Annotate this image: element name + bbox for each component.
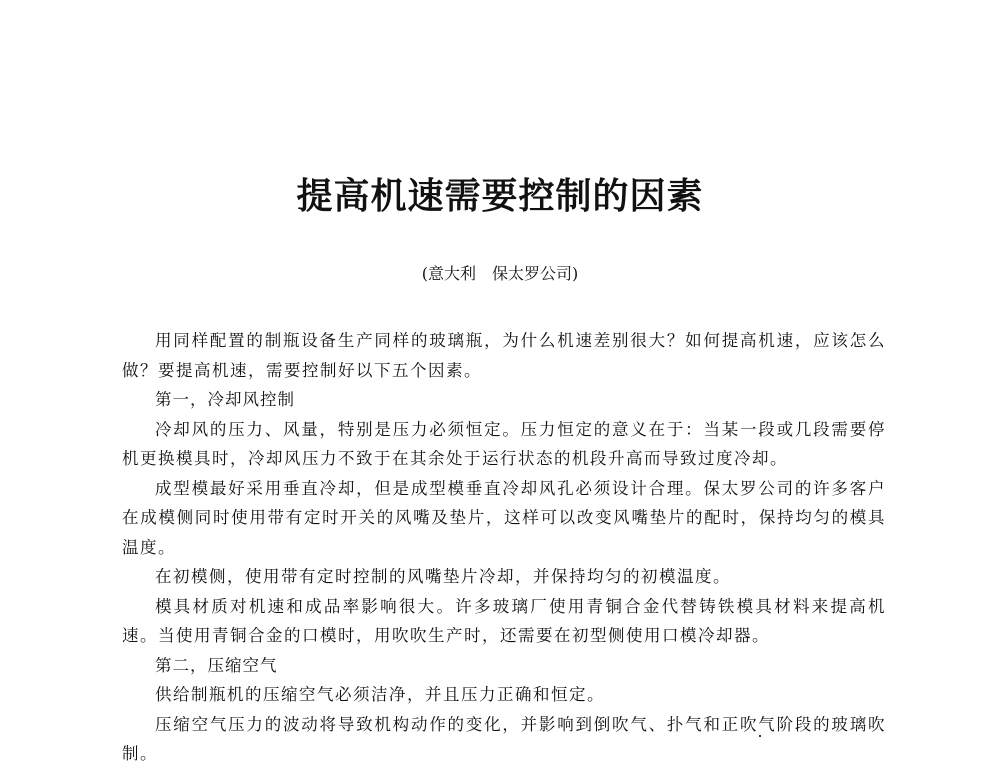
body-paragraph: 在初模侧，使用带有定时控制的风嘴垫片冷却，并保持均匀的初模温度。 [155,567,731,586]
section-heading-compressed-air: 第二，压缩空气 [155,655,278,675]
article-title: 提高机速需要控制的因素 [296,176,704,217]
article-byline: (意大利 保太罗公司) [421,264,579,283]
section-heading-cooling-air: 第一，冷却风控制 [155,390,295,409]
body-paragraph: 压缩空气压力的波动将导致机构动作的变化，并影响到倒吹气、扑气和正吹气阶段的玻璃吹制。 [122,714,886,763]
scan-speck [759,735,761,737]
body-paragraph: 供给制瓶机的压缩空气必须洁净，并且压力正确和恒定。 [155,685,605,704]
body-paragraph: 冷却风的压力、风量，特别是压力必须恒定。压力恒定的意义在于：当某一段或几段需要停机更换模具时，冷却风压力不致于在其余处于运行状态的机段升高而导致过度冷却。 [122,419,886,468]
body-paragraph: 成型模最好采用垂直冷却，但是成型模垂直冷却风孔必须设计合理。保太罗公司的许多客户在成模侧同时使用带有定时开关的风嘴及垫片，这样可以改变风嘴垫片的配时，保持均匀的模具温度。 [122,478,886,557]
intro-paragraph: 用同样配置的制瓶设备生产同样的玻璃瓶，为什么机速差别很大？如何提高机速，应该怎么做？要提高机速，需要控制好以下五个因素。 [122,331,886,380]
body-paragraph: 模具材质对机速和成品率影响很大。许多玻璃厂使用青铜合金代替铸铁模具材料来提高机速。当使用青铜合金的口模时，用吹吹生产时，还需要在初型侧使用口模冷却器。 [122,596,886,645]
article-body [122,326,886,769]
